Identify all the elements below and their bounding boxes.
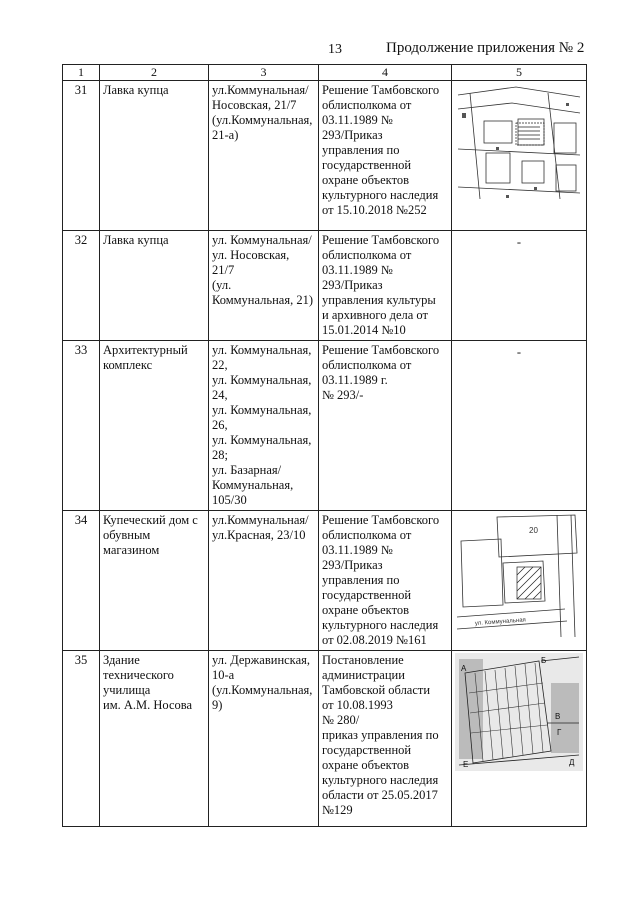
appendix-continuation-title: Продолжение приложения № 2 bbox=[386, 40, 585, 56]
column-header: 2 bbox=[100, 65, 209, 81]
object-name: Лавка купца bbox=[100, 231, 209, 341]
protection-document: Постановление администрации Тамбовской области от 10.08.1993 № 280/ приказ управления по государственной охране объектов культурного наследия области от 25.05.2017 №129 bbox=[319, 651, 452, 827]
site-plan-map bbox=[456, 83, 582, 201]
protection-document: Решение Тамбовского облисполкома от 03.11.1989 г. № 293/- bbox=[319, 341, 452, 511]
table-row bbox=[63, 651, 587, 827]
row-number: 32 bbox=[63, 231, 100, 341]
column-header: 4 bbox=[319, 65, 452, 81]
row-number: 31 bbox=[63, 81, 100, 231]
monuments-table bbox=[62, 64, 587, 827]
map-point-label: Г bbox=[557, 728, 562, 737]
no-plan-dash: - bbox=[516, 235, 522, 249]
object-address: ул. Державинская, 10-а (ул.Коммунальная, 9) bbox=[209, 651, 319, 827]
map-point-label: В bbox=[555, 712, 561, 721]
map-street-label: ул. Коммунальная bbox=[474, 617, 527, 627]
object-address: ул.Коммунальная/ Носовская, 21/7 (ул.Коммунальная, 21-а) bbox=[209, 81, 319, 231]
map-point-label: Е bbox=[463, 760, 469, 769]
object-address: ул. Коммунальная/ ул. Носовская, 21/7 (ул. Коммунальная, 21) bbox=[209, 231, 319, 341]
map-point-label: Б bbox=[541, 656, 547, 665]
protection-document: Решение Тамбовского облисполкома от 03.11.1989 № 293/Приказ управления по государственной охране объектов культурного наследия от 02.08.2019 №161 bbox=[319, 511, 452, 651]
site-plan-map bbox=[455, 653, 583, 771]
object-name: Купеческий дом с обувным магазином bbox=[100, 511, 209, 651]
object-address: ул.Коммунальная/ ул.Красная, 23/10 bbox=[209, 511, 319, 651]
map-building-label: 20 bbox=[529, 526, 538, 535]
site-plan-cell bbox=[452, 651, 587, 827]
site-plan-cell bbox=[452, 231, 587, 341]
no-plan-dash: - bbox=[516, 345, 522, 359]
row-number: 35 bbox=[63, 651, 100, 827]
map-point-label: А bbox=[461, 664, 467, 673]
site-plan-map bbox=[455, 513, 583, 641]
page-number: 13 bbox=[328, 42, 342, 57]
site-plan-cell bbox=[452, 511, 587, 651]
table-row bbox=[63, 81, 587, 231]
row-number: 33 bbox=[63, 341, 100, 511]
column-header: 1 bbox=[63, 65, 100, 81]
table-header-row bbox=[63, 65, 587, 81]
table-row bbox=[63, 341, 587, 511]
table-row bbox=[63, 511, 587, 651]
column-header: 3 bbox=[209, 65, 319, 81]
object-name: Архитектурный комплекс bbox=[100, 341, 209, 511]
protection-document: Решение Тамбовского облисполкома от 03.11.1989 № 293/Приказ управления по государственной охране объектов культурного наследия от 15.10.2018 №252 bbox=[319, 81, 452, 231]
row-number: 34 bbox=[63, 511, 100, 651]
site-plan-cell bbox=[452, 81, 587, 231]
table-row bbox=[63, 231, 587, 341]
object-name: Здание технического училища им. А.М. Носова bbox=[100, 651, 209, 827]
object-address: ул. Коммунальная, 22, ул. Коммунальная, 24, ул. Коммунальная, 26, ул. Коммунальная, 28; ул. Базарная/ Коммунальная, 105/30 bbox=[209, 341, 319, 511]
map-point-label: Д bbox=[569, 758, 575, 767]
object-name: Лавка купца bbox=[100, 81, 209, 231]
site-plan-cell bbox=[452, 341, 587, 511]
column-header: 5 bbox=[452, 65, 587, 81]
protection-document: Решение Тамбовского облисполкома от 03.11.1989 № 293/Приказ управления культуры и архивного дела от 15.01.2014 №10 bbox=[319, 231, 452, 341]
